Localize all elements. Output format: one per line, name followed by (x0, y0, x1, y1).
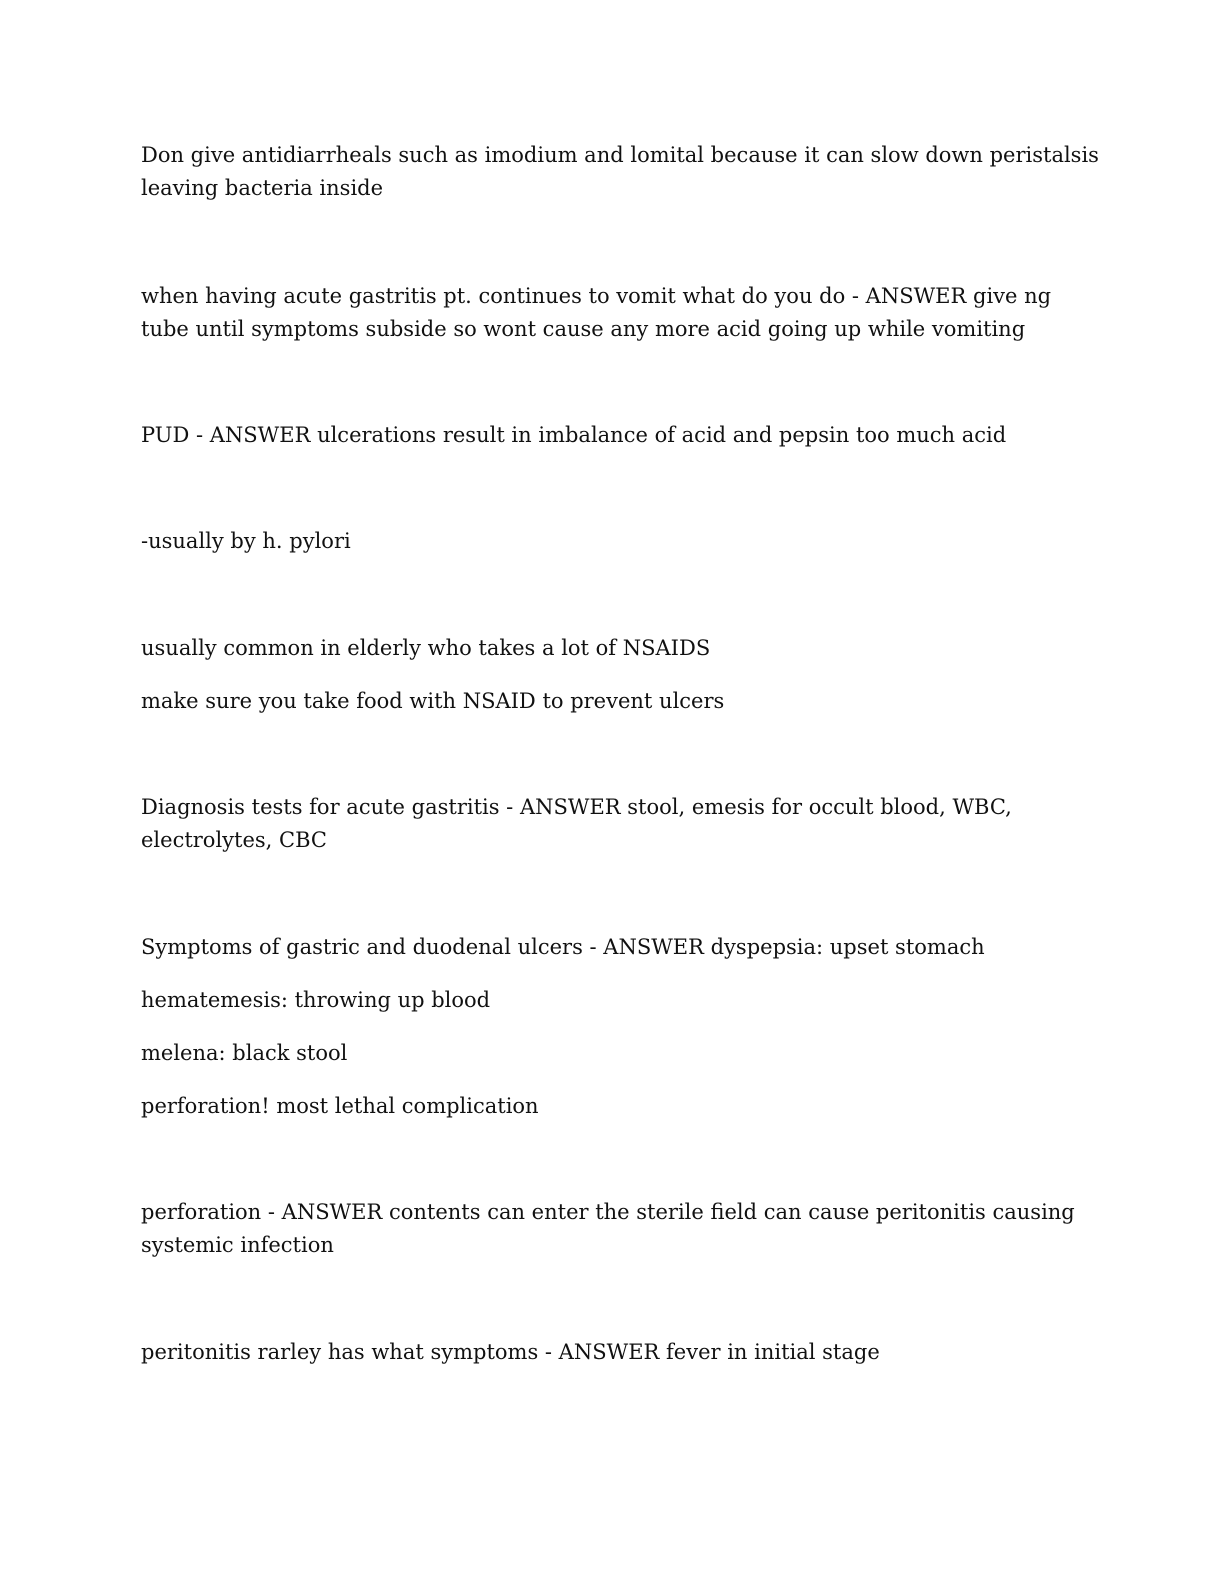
text-line: -usually by h. pylori (141, 529, 351, 553)
text-line: PUD - ANSWER ulcerations result in imbalance of acid and pepsin too much acid (141, 423, 1007, 447)
text-line: systemic infection (141, 1233, 334, 1257)
text-line: melena: black stool (141, 1041, 348, 1065)
text-line: perforation - ANSWER contents can enter the sterile field can cause peritonitis causing (141, 1200, 1075, 1224)
text-line: peritonitis rarley has what symptoms - ANSWER fever in initial stage (141, 1340, 880, 1364)
text-line: Symptoms of gastric and duodenal ulcers - ANSWER dyspepsia: upset stomach (141, 935, 985, 959)
text-line: leaving bacteria inside (141, 176, 384, 200)
text-line: electrolytes, CBC (141, 828, 327, 852)
text-line: when having acute gastritis pt. continues to vomit what do you do - ANSWER give ng (141, 284, 1052, 308)
text-line: Diagnosis tests for acute gastritis - ANSWER stool, emesis for occult blood, WBC, (141, 795, 1012, 819)
text-line: Don give antidiarrheals such as imodium and lomital because it can slow down peristalsis (141, 143, 1099, 167)
text-line: usually common in elderly who takes a lot of NSAIDS (141, 636, 711, 660)
text-line: perforation! most lethal complication (141, 1094, 539, 1118)
text-line: hematemesis: throwing up blood (141, 988, 491, 1012)
text-line: tube until symptoms subside so wont cause any more acid going up while vomiting (141, 317, 1026, 341)
text-line: make sure you take food with NSAID to prevent ulcers (141, 689, 725, 713)
